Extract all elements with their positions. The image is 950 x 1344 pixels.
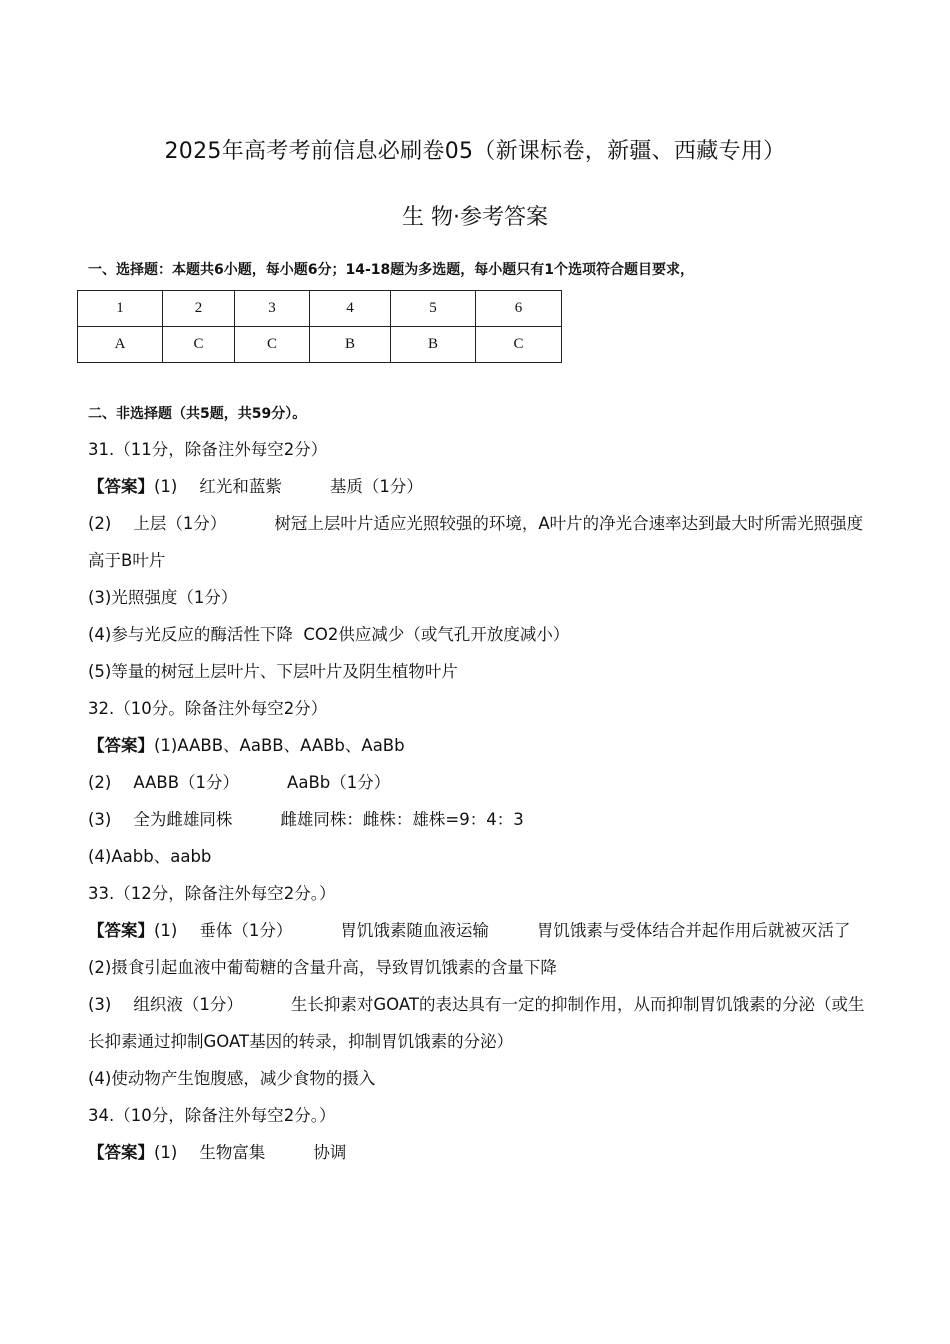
question-34-header: 34.（10分，除备注外每空2分。）: [88, 1106, 336, 1125]
answer-part: 基质（1分）: [329, 477, 423, 496]
question-32-answer-4: (4)Aabb、aabb: [88, 847, 212, 866]
answer-part: 垂体（1分）: [199, 921, 293, 940]
question-32-header: 32.（10分。除备注外每空2分）: [88, 699, 328, 718]
question-31-header: 31.（11分，除备注外每空2分）: [88, 440, 328, 459]
question-32-answer-2: [88, 764, 868, 801]
answer-body: [88, 431, 868, 1171]
answer-part: 红光和蓝紫: [199, 477, 282, 496]
answer-part: 胃饥饿素随血液运输: [340, 921, 489, 940]
table-cell: C: [235, 327, 310, 363]
table-cell: 2: [163, 291, 235, 327]
section2-heading: 二、非选择题（共5题，共59分）。: [88, 406, 307, 422]
answer-number: (2): [88, 514, 112, 533]
question-31-answer-5: (5)等量的树冠上层叶片、下层叶片及阴生植物叶片: [88, 662, 458, 681]
answer-number: (1): [154, 477, 178, 496]
question-33-answer-4: (4)使动物产生饱腹感，减少食物的摄入: [88, 1069, 376, 1088]
question-33-answer-1: [88, 912, 868, 949]
question-32-answer-3: [88, 801, 868, 838]
question-31-answer-3: (3)光照强度（1分）: [88, 588, 238, 607]
question-33-answer-3: [88, 986, 868, 1060]
answer-number: (1): [154, 921, 178, 940]
table-cell: B: [310, 327, 391, 363]
page-title: 2025年高考考前信息必刷卷05（新课标卷，新疆、西藏专用）: [164, 139, 786, 164]
answer-tag: 【答案】: [88, 1143, 154, 1162]
answer-part: AABB（1分）: [133, 773, 240, 792]
table-cell: 6: [476, 291, 562, 327]
page-subtitle: 生 物·参考答案: [402, 205, 548, 230]
answer-table: [77, 290, 562, 363]
answer-part: 组织液（1分）: [133, 995, 243, 1014]
answer-number: (3): [88, 810, 112, 829]
answer-part: (1)AABB、AaBB、AABb、AaBb: [154, 736, 405, 755]
question-34-answer-1: [88, 1134, 868, 1171]
answer-tag: 【答案】: [88, 477, 154, 496]
answer-part: 协调: [313, 1143, 347, 1162]
question-31-answer-4: (4)参与光反应的酶活性下降 CO2供应减少（或气孔开放度减小）: [88, 625, 570, 644]
answer-part: 雌雄同株：雌株：雄株=9：4：3: [280, 810, 524, 829]
answer-number: (2): [88, 773, 112, 792]
section1-heading: 一、选择题：本题共6小题，每小题6分；14-18题为多选题，每小题只有1个选项符合题目要求，: [88, 262, 694, 278]
table-row-numbers: [78, 291, 562, 327]
answer-tag: 【答案】: [88, 921, 154, 940]
answer-part: 胃饥饿素与受体结合并起作用后就被灭活了: [536, 921, 851, 940]
table-row-answers: [78, 327, 562, 363]
answer-number: (1): [154, 1143, 178, 1162]
question-33-header: 33.（12分，除备注外每空2分。）: [88, 884, 336, 903]
answer-part: 全为雌雄同株: [133, 810, 233, 829]
question-31-answer-2: [88, 505, 868, 579]
table-cell: 3: [235, 291, 310, 327]
answer-part: 生长抑素对GOAT的表达具有一定的抑制作用，从而抑制胃饥饿素的分泌（或生长抑素通过抑制GOAT基因的转录，抑制胃饥饿素的分泌）: [88, 995, 865, 1051]
table-cell: C: [163, 327, 235, 363]
question-32-answer-1: [88, 727, 868, 764]
table-cell: A: [78, 327, 163, 363]
answer-tag: 【答案】: [88, 736, 154, 755]
answer-number: (3): [88, 995, 112, 1014]
answer-part: 上层（1分）: [133, 514, 227, 533]
question-33-answer-2: (2)摄食引起血液中葡萄糖的含量升高，导致胃饥饿素的含量下降: [88, 958, 557, 977]
table-cell: C: [476, 327, 562, 363]
question-31-answer-1: [88, 468, 868, 505]
answer-part: 生物富集: [199, 1143, 266, 1162]
table-cell: 1: [78, 291, 163, 327]
table-cell: B: [391, 327, 476, 363]
answer-part: AaBb（1分）: [287, 773, 391, 792]
answer-part: 树冠上层叶片适应光照较强的环境，A叶片的净光合速率达到最大时所需光照强度高于B叶片: [88, 514, 864, 570]
table-cell: 4: [310, 291, 391, 327]
table-cell: 5: [391, 291, 476, 327]
